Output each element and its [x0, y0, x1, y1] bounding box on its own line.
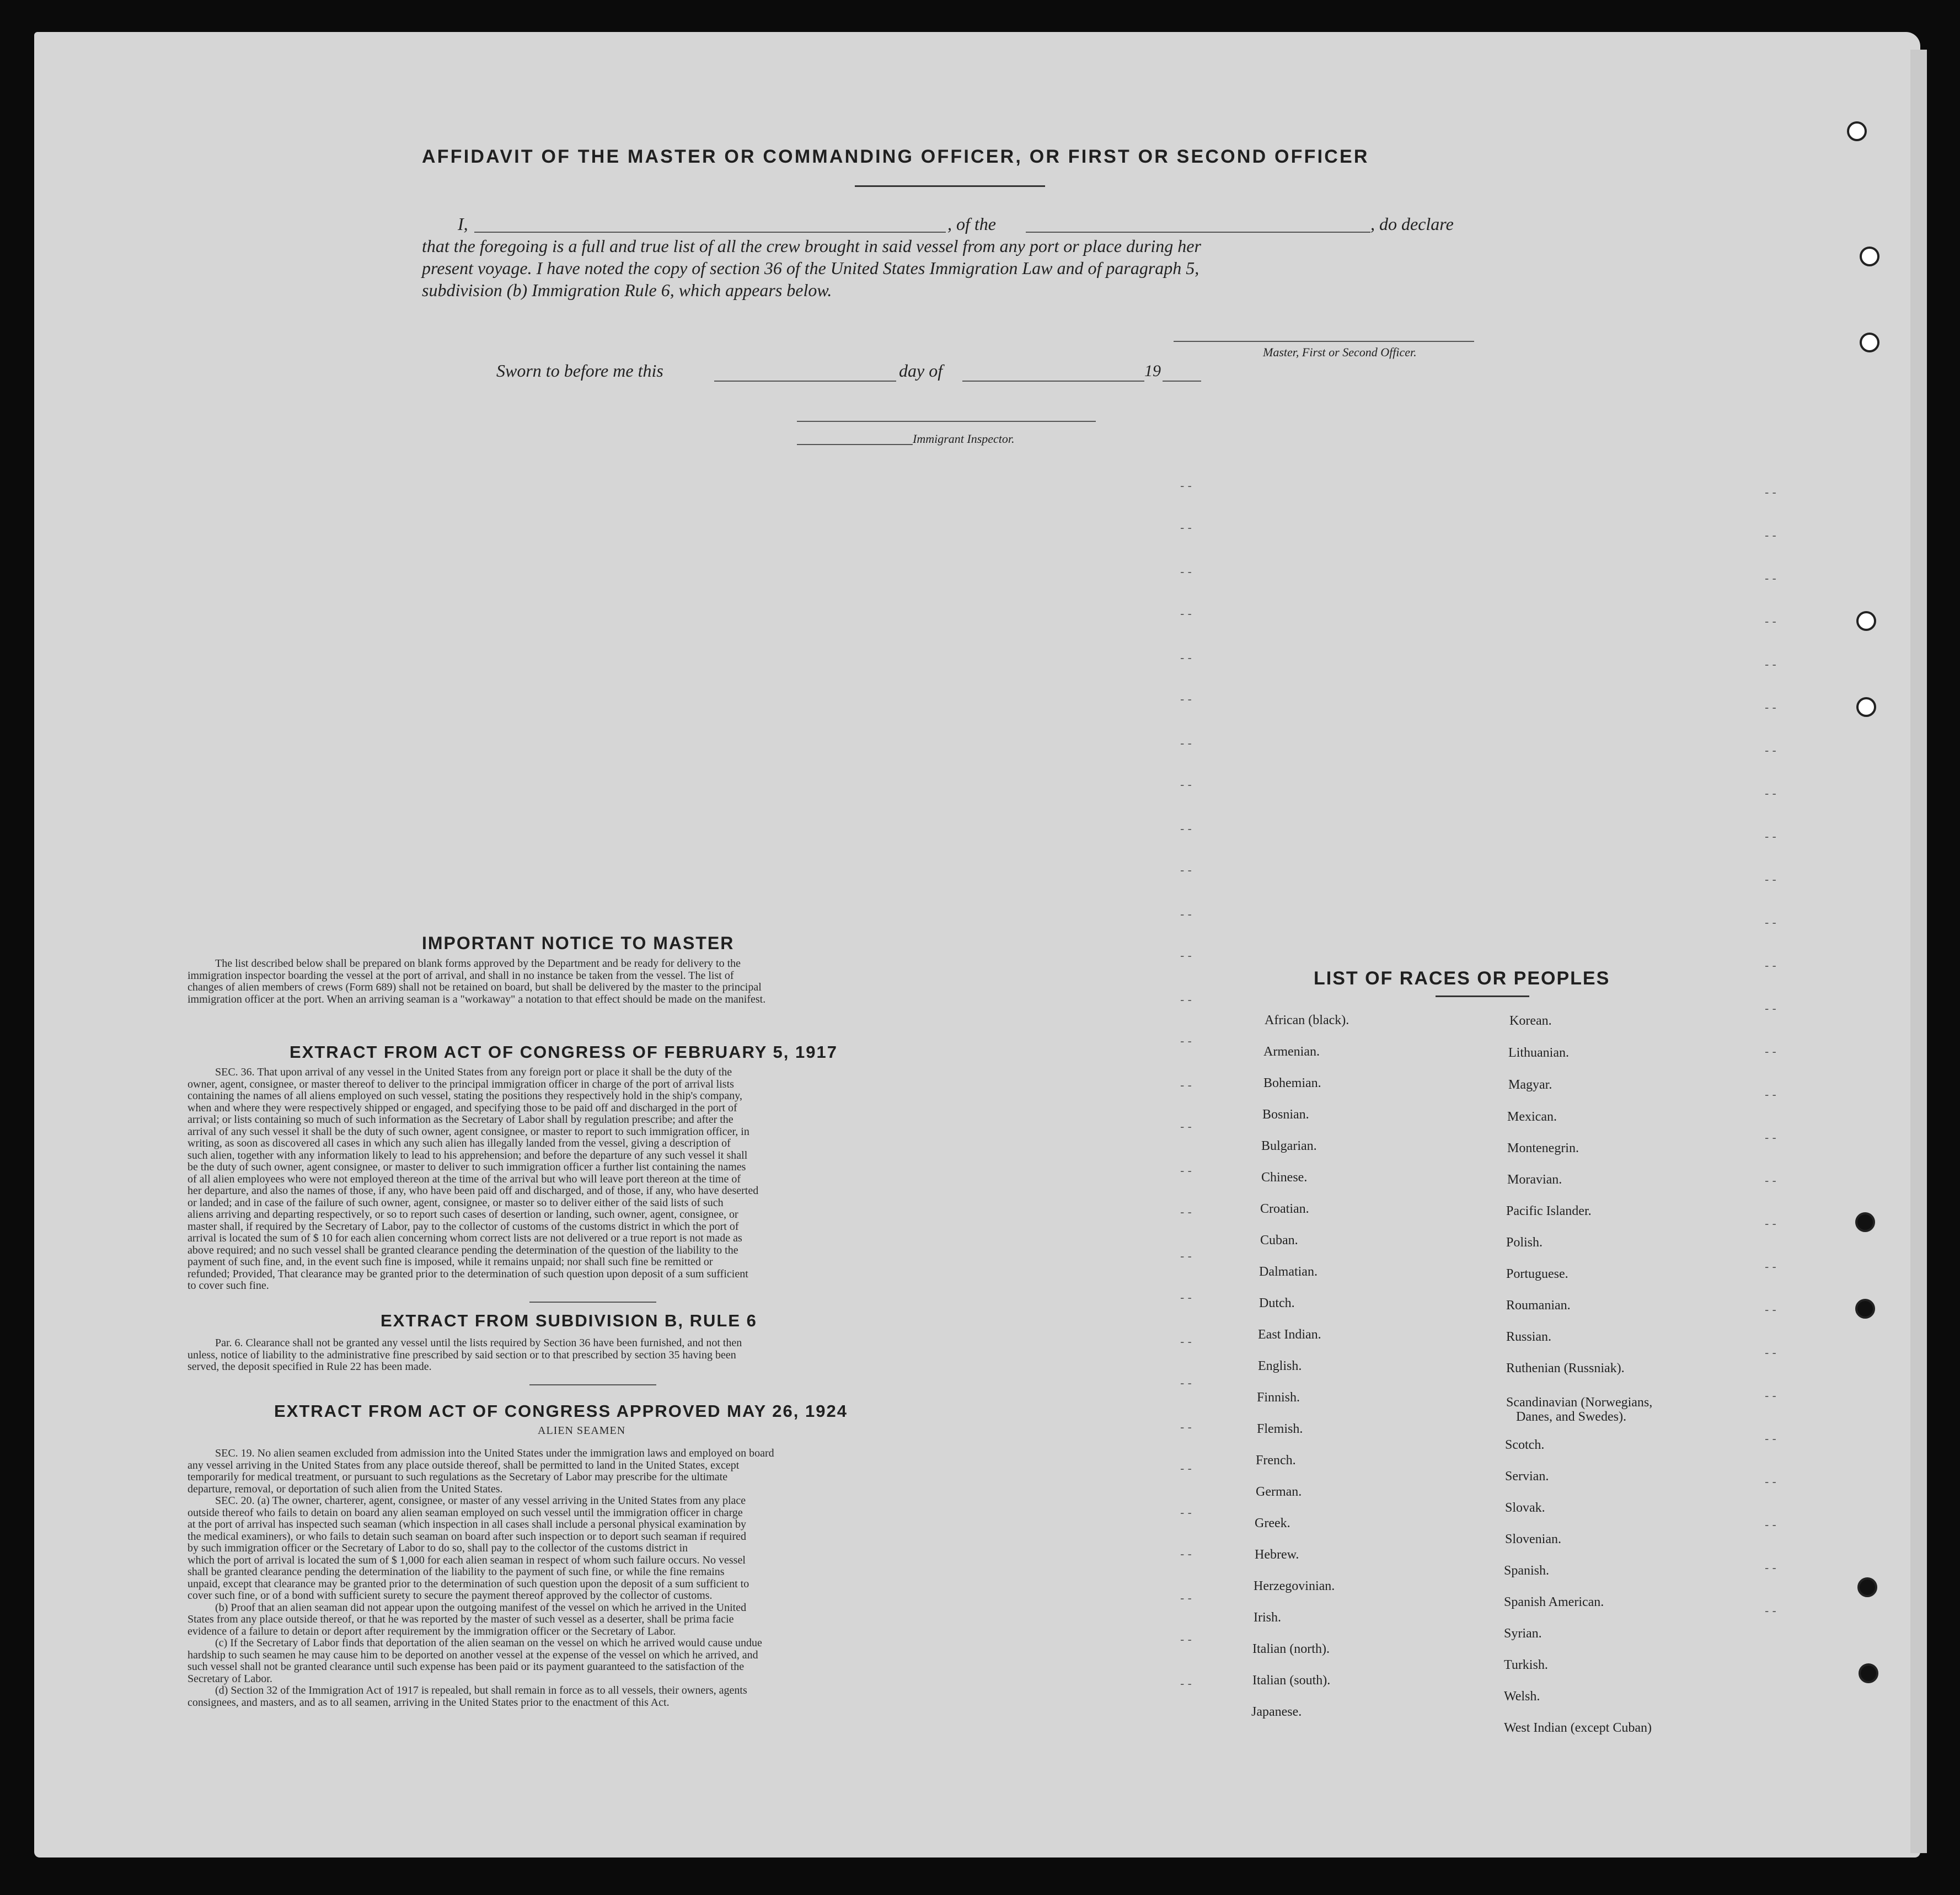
margin-dash: - -	[1180, 907, 1192, 921]
race-item: Dutch.	[1259, 1296, 1295, 1310]
margin-dash: - -	[1180, 736, 1192, 750]
act-1924-subtitle: ALIEN SEAMEN	[538, 1425, 626, 1437]
margin-dash: - -	[1765, 743, 1776, 757]
race-item: Finnish.	[1257, 1390, 1300, 1405]
act-1917-line: containing the names of all aliens employed on such vessel, stating the positions they respectively hold in the ship's company,	[188, 1090, 742, 1102]
margin-dash: - -	[1765, 1518, 1776, 1532]
margin-dash: - -	[1180, 1420, 1192, 1434]
notice-line: immigration officer at the port. When an arriving seaman is a "workaway" a notation to that effect should be made on the manifest.	[188, 993, 766, 1005]
races-title: LIST OF RACES OR PEOPLES	[1314, 968, 1610, 989]
margin-dash: - -	[1765, 571, 1776, 585]
race-item: Portuguese.	[1506, 1267, 1568, 1281]
margin-dash: - -	[1765, 872, 1776, 886]
race-item: English.	[1258, 1359, 1302, 1373]
rule-6-line: served, the deposit specified in Rule 22 has been made.	[188, 1361, 432, 1373]
act-1924-line: the medical examiners), or who fails to detain such seaman on board after such inspection or to deport such seaman if required	[188, 1530, 746, 1543]
race-item: Herzegovinian.	[1254, 1579, 1335, 1593]
act-1924-line: cover such fine, or of a bond with sufficient surety to secure the payment thereof approved by the collector of customs.	[188, 1589, 713, 1602]
margin-dash: - -	[1180, 1591, 1192, 1605]
race-item: Japanese.	[1251, 1705, 1302, 1719]
margin-dash: - -	[1765, 959, 1776, 972]
act-1917-line: arrival of any such vessel it shall be the duty of such owner, agent consignee, or master to report to such immigration officer, in	[188, 1125, 749, 1138]
margin-dash: - -	[1765, 657, 1776, 671]
race-item: Bulgarian.	[1261, 1139, 1317, 1153]
margin-dash: - -	[1180, 1506, 1192, 1519]
margin-dash: - -	[1765, 1088, 1776, 1101]
act-1924-line: outside thereof who fails to detain on board any alien seaman employed on such vessel until the immigration officer in charge	[188, 1506, 743, 1519]
margin-dash: - -	[1765, 614, 1776, 628]
margin-dash: - -	[1180, 607, 1192, 620]
act-1924-title: EXTRACT FROM ACT OF CONGRESS APPROVED MAY 26, 1924	[274, 1401, 848, 1421]
margin-dash: - -	[1765, 916, 1776, 929]
margin-dash: - -	[1180, 1034, 1192, 1048]
margin-dash: - -	[1180, 778, 1192, 791]
act-1917-line: SEC. 36. That upon arrival of any vessel in the United States from any foreign port or place it shall be the duty of the	[215, 1066, 732, 1078]
binder-hole	[1856, 697, 1876, 717]
act-1924-line: departure, removal, or deportation of such alien from the United States.	[188, 1482, 503, 1495]
race-item: Slovenian.	[1505, 1532, 1561, 1546]
act-1924-line: hardship to such seamen he may cause him to be deported on another vessel at the expense of the vessel on which he arrived, and	[188, 1648, 758, 1661]
race-item: East Indian.	[1258, 1327, 1321, 1342]
race-item: French.	[1256, 1453, 1296, 1468]
margin-dash: - -	[1180, 949, 1192, 962]
margin-dash: - -	[1180, 692, 1192, 706]
inspector-label: Immigrant Inspector.	[913, 432, 1015, 446]
of-the-text: , of the	[947, 214, 996, 234]
master-signature-line	[1174, 341, 1474, 342]
binder-hole	[1856, 611, 1876, 631]
act-1924-line: at the port of arrival has inspected such seaman (which inspection in all cases shall include a personal physical examination by	[188, 1518, 747, 1530]
declarant-prefix: I,	[458, 214, 468, 234]
margin-dash: - -	[1765, 1174, 1776, 1187]
margin-dash: - -	[1765, 1303, 1776, 1316]
margin-dash: - -	[1765, 485, 1776, 499]
margin-dash: - -	[1180, 1677, 1192, 1690]
act-1924-line: States from any place outside thereof, or that he was reported by the master of such vessel as a deserter, shall be prima facie	[188, 1613, 734, 1625]
rule-6-line: unless, notice of liability to the administrative fine prescribed by said section or to that prescribed by section 35 having been	[188, 1348, 736, 1361]
notice-title: IMPORTANT NOTICE TO MASTER	[422, 933, 735, 953]
margin-dash: - -	[1180, 1291, 1192, 1304]
inspector-line-2	[797, 444, 913, 445]
act-1917-line: payment of such fine, and, in the event such fine is imposed, while it remains unpaid; nor shall such fine be remitted or	[188, 1256, 713, 1268]
sworn-year-line	[1163, 381, 1201, 382]
act-1917-line: aliens arriving and departing respectively, or so to report such cases of desertion or landing, such owner, agent, consignee, or	[188, 1208, 738, 1220]
rule-6-line: Par. 6. Clearance shall not be granted any vessel until the lists required by Section 36 have been furnished, and not then	[215, 1337, 742, 1349]
master-signature-label: Master, First or Second Officer.	[1263, 345, 1417, 359]
act-1924-line: unpaid, except that clearance may be granted prior to the determination of such question upon the deposit of a sum sufficient to	[188, 1577, 749, 1590]
act-1924-line: (c) If the Secretary of Labor finds that deportation of the alien seaman on the vessel on which he arrived would cause undue	[215, 1637, 762, 1649]
year-prefix: 19	[1144, 362, 1161, 380]
race-item: Polish.	[1506, 1235, 1543, 1250]
act-1917-line: arrival is located the sum of $ 10 for each alien concerning whom correct lists are not delivered or a true report is not made as	[188, 1232, 742, 1244]
act-1924-line: by such immigration officer or the Secretary of Labor to do so, shall pay to the collector of the customs district in	[188, 1542, 688, 1554]
race-item: Spanish.	[1504, 1564, 1550, 1578]
act-1917-line: owner, agent, consignee, or master thereof to deliver to the principal immigration officer in charge of the port of arrival lists	[188, 1078, 734, 1090]
act-1917-title: EXTRACT FROM ACT OF CONGRESS OF FEBRUARY 5, 1917	[290, 1042, 838, 1062]
title-rule	[855, 185, 1045, 187]
race-item: Scandinavian (Norwegians, Danes, and Swedes).	[1506, 1395, 1653, 1424]
margin-dash: - -	[1180, 1547, 1192, 1561]
race-item: Roumanian.	[1506, 1298, 1571, 1313]
act-1924-text	[188, 1448, 1004, 1709]
margin-dash: - -	[1765, 1561, 1776, 1575]
race-item: Ruthenian (Russniak).	[1506, 1361, 1625, 1375]
binder-hole	[1859, 1663, 1878, 1683]
act-1924-line: temporarily for medical treatment, or pursuant to such regulations as the Secretary of Labor may prescribe for the ultimate	[188, 1471, 728, 1483]
act-1917-line: writing, as soon as discovered all cases in which any such alien has illegally landed from the vessel, giving a description of	[188, 1137, 731, 1149]
race-item: Bosnian.	[1262, 1107, 1309, 1122]
margin-dash: - -	[1180, 565, 1192, 579]
act-1917-line: when and where they were respectively shipped or engaged, and specifying those to be paid off and discharged in the port of	[188, 1101, 737, 1114]
margin-dash: - -	[1765, 1604, 1776, 1618]
margin-dash: - -	[1180, 993, 1192, 1007]
binder-hole	[1860, 247, 1879, 266]
act-1917-line: such alien, together with any information likely to lead to his apprehension; and before the departure of any such vessel it shall	[188, 1149, 748, 1161]
binder-hole	[1860, 333, 1879, 352]
margin-dash: - -	[1765, 1260, 1776, 1273]
act-1917-text	[188, 1067, 1004, 1292]
race-item: Pacific Islander.	[1506, 1204, 1592, 1218]
margin-dash: - -	[1180, 1376, 1192, 1390]
margin-dash: - -	[1180, 651, 1192, 665]
race-item: African (black).	[1265, 1013, 1349, 1027]
margin-dash: - -	[1765, 1217, 1776, 1230]
margin-dash: - -	[1765, 1002, 1776, 1015]
race-item: German.	[1256, 1485, 1302, 1499]
margin-dash: - -	[1180, 1249, 1192, 1263]
race-item: Cuban.	[1260, 1233, 1298, 1248]
margin-dash: - -	[1180, 521, 1192, 534]
act-1917-line: arrival; or lists containing so much of such information as the Secretary of Labor shall by regulation prescribe; and after the	[188, 1114, 733, 1126]
margin-dash: - -	[1180, 863, 1192, 877]
race-item: Spanish American.	[1504, 1595, 1604, 1609]
margin-dash: - -	[1180, 822, 1192, 836]
race-item: Moravian.	[1507, 1173, 1562, 1187]
margin-dash: - -	[1180, 1632, 1192, 1646]
act-1917-line: to cover such fine.	[188, 1280, 269, 1292]
act-1924-line: (d) Section 32 of the Immigration Act of 1917 is repealed, but shall remain in force as to all vessels, their owners, agents	[215, 1684, 747, 1696]
race-item: Montenegrin.	[1507, 1141, 1579, 1155]
margin-dash: - -	[1765, 786, 1776, 800]
act-1924-line: such vessel shall not be granted clearance until such expense has been paid or its payment guaranteed to the satisfaction of the	[188, 1661, 745, 1673]
race-item: Armenian.	[1263, 1045, 1320, 1059]
binder-hole	[1847, 121, 1867, 141]
notice-text	[188, 958, 1004, 1005]
notice-line: changes of alien members of crews (Form 689) shall not be retained on board, but shall be delivered by the master to the principal	[188, 981, 762, 993]
sworn-day-line	[714, 381, 896, 382]
race-item: Russian.	[1506, 1330, 1552, 1344]
act-1924-line: SEC. 19. No alien seamen excluded from admission into the United States under the immigration laws and employed on board	[215, 1447, 774, 1459]
inspector-line-1	[797, 421, 1096, 422]
race-item: Korean.	[1509, 1014, 1552, 1028]
race-item: Bohemian.	[1263, 1076, 1321, 1090]
act-1924-line: SEC. 20. (a) The owner, charterer, agent, consignee, or master of any vessel arriving in the United States from any place	[215, 1495, 746, 1507]
declare-text: , do declare	[1370, 214, 1454, 234]
act-1924-line: consignees, and masters, and as to all seamen, arriving in the United States prior to the enactment of this Act.	[188, 1696, 670, 1709]
race-item: Welsh.	[1504, 1689, 1540, 1704]
race-item: Turkish.	[1504, 1658, 1548, 1672]
race-item: Irish.	[1254, 1610, 1281, 1625]
margin-dash: - -	[1765, 1475, 1776, 1489]
margin-dash: - -	[1180, 1120, 1192, 1133]
race-item: Italian (south).	[1252, 1673, 1331, 1688]
declarant-name-line	[474, 232, 946, 233]
margin-dash: - -	[1765, 1131, 1776, 1144]
race-item: Servian.	[1505, 1469, 1549, 1484]
margin-dash: - -	[1180, 1335, 1192, 1348]
margin-dash: - -	[1765, 1432, 1776, 1446]
margin-dash: - -	[1180, 1078, 1192, 1092]
margin-dash: - -	[1180, 479, 1192, 493]
margin-dash: - -	[1765, 1346, 1776, 1359]
act-1917-line: above required; and no such vessel shall be granted clearance pending the determination of the question of the liability to the	[188, 1244, 738, 1256]
sworn-text: Sworn to before me this	[496, 361, 663, 381]
margin-dash: - -	[1765, 700, 1776, 714]
margin-dash: - -	[1180, 1462, 1192, 1475]
act-1917-line: be the duty of such owner, agent consignee, or master to deliver to such immigration officer a further list containing the names	[188, 1161, 746, 1173]
page-edge	[1910, 50, 1927, 1853]
section-rule	[529, 1302, 656, 1303]
margin-dash: - -	[1180, 1164, 1192, 1177]
rule-6-text	[188, 1337, 1004, 1373]
vessel-name-line	[1026, 232, 1370, 233]
race-item: Syrian.	[1504, 1626, 1542, 1641]
binder-hole	[1855, 1299, 1875, 1319]
act-1917-line: master shall, if required by the Secretary of Labor, pay to the collector of customs of the customs district in which the port of	[188, 1220, 739, 1233]
act-1917-line: refunded; Provided, That clearance may be granted prior to the determination of such question upon deposit of a sum sufficient	[188, 1267, 748, 1280]
binder-hole	[1857, 1577, 1877, 1597]
sworn-month-line	[962, 381, 1144, 382]
affidavit-line-3: present voyage. I have noted the copy of section 36 of the United States Immigration Law and of paragraph 5,	[422, 258, 1199, 278]
act-1917-line: of all alien employees who were not employed thereon at the time of the arrival but who will leave port thereon at the time of	[188, 1173, 741, 1185]
margin-dash: - -	[1180, 1205, 1192, 1219]
race-item: Slovak.	[1505, 1501, 1545, 1515]
margin-dash: - -	[1765, 829, 1776, 843]
section-rule	[529, 1384, 656, 1385]
margin-dash: - -	[1765, 1045, 1776, 1058]
affidavit-line-4: subdivision (b) Immigration Rule 6, which appears below.	[422, 280, 832, 300]
notice-line: immigration inspector boarding the vessel at the port of arrival, and shall in no instance be taken from the vessel. The list of	[188, 969, 734, 982]
race-item: Croatian.	[1260, 1202, 1309, 1216]
act-1917-line: her departure, and also the names of those, if any, who have been paid off and discharged, and of those, if any, who have deserted	[188, 1185, 759, 1197]
race-item: Mexican.	[1507, 1110, 1557, 1124]
rule-6-title: EXTRACT FROM SUBDIVISION B, RULE 6	[381, 1311, 757, 1330]
day-of-text: day of	[899, 361, 943, 381]
act-1917-line: or landed; and in case of the failure of such owner, agent, consignee, or master so to deliver either of the said lists of such	[188, 1196, 724, 1209]
race-item: Flemish.	[1257, 1422, 1303, 1436]
act-1924-line: any vessel arriving in the United States from any place outside thereof, shall be permitted to land in the United States, except	[188, 1459, 740, 1471]
race-item: Italian (north).	[1252, 1642, 1330, 1656]
race-item: Magyar.	[1508, 1078, 1552, 1092]
race-item: Hebrew.	[1255, 1548, 1299, 1562]
notice-line: The list described below shall be prepared on blank forms approved by the Department and be ready for delivery to the	[215, 957, 741, 970]
race-item: Lithuanian.	[1508, 1046, 1569, 1060]
act-1924-line: (b) Proof that an alien seaman did not appear upon the outgoing manifest of the vessel on which he arrived in the United	[215, 1601, 747, 1614]
race-item: Scotch.	[1505, 1438, 1545, 1452]
act-1924-line: evidence of a failure to detain or deport after requirement by the immigration officer or the Secretary of Labor.	[188, 1625, 676, 1637]
act-1924-line: shall be granted clearance pending the determination of the liability to the payment of such fine, or while the fine remains	[188, 1566, 725, 1578]
act-1924-line: Secretary of Labor.	[188, 1672, 272, 1685]
act-1924-line: which the port of arrival is located the sum of $ 1,000 for each alien seaman in respect of whom such failure occurs. No vessel	[188, 1554, 746, 1566]
race-item: West Indian (except Cuban)	[1504, 1721, 1652, 1735]
race-item: Greek.	[1255, 1516, 1290, 1530]
affidavit-title: AFFIDAVIT OF THE MASTER OR COMMANDING OFFICER, OR FIRST OR SECOND OFFICER	[422, 146, 1369, 167]
race-item: Dalmatian.	[1259, 1265, 1318, 1279]
race-item: Chinese.	[1261, 1170, 1308, 1185]
races-title-rule	[1436, 995, 1529, 997]
margin-dash: - -	[1765, 1389, 1776, 1402]
affidavit-line-2: that the foregoing is a full and true list of all the crew brought in said vessel from any port or place during her	[422, 236, 1201, 256]
margin-dash: - -	[1765, 528, 1776, 542]
binder-hole	[1855, 1212, 1875, 1232]
